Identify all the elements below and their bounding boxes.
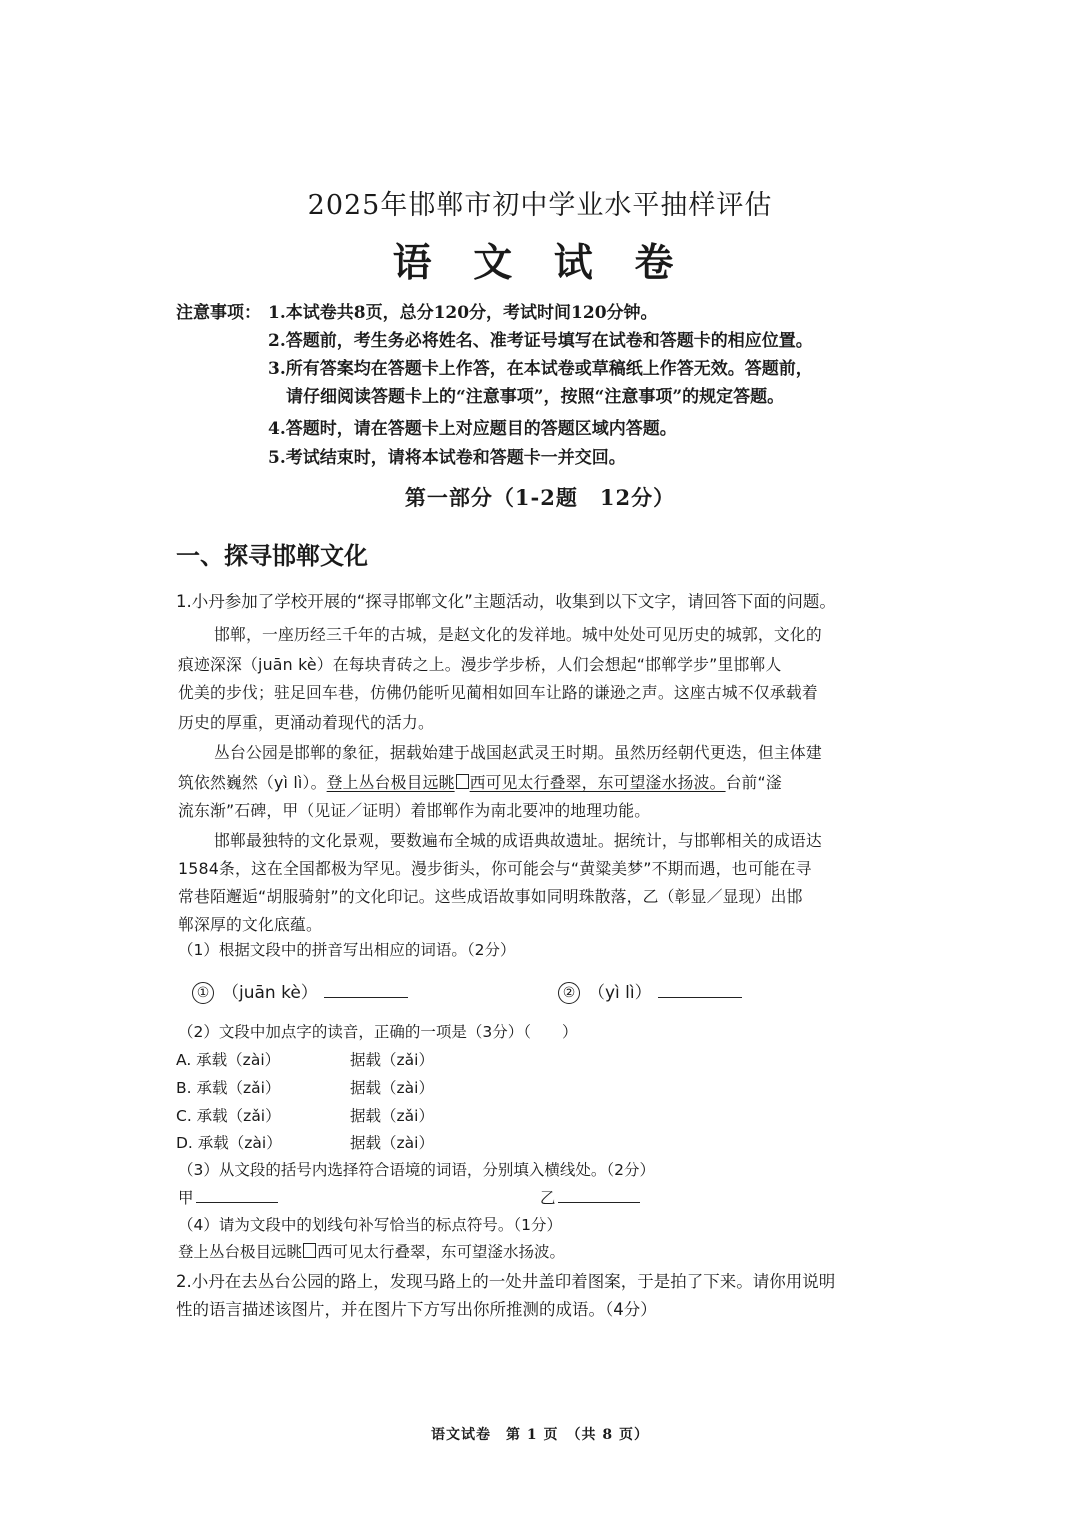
sub-question-2: （2）文段中加点字的读音，正确的一项是（3分）（ ） [178, 1023, 578, 1041]
question-1-stem: 1.小丹参加了学校开展的“探寻邯郸文化”主题活动，收集到以下文字，请回答下面的问题。 [176, 592, 836, 611]
passage-line: 丛台公园是邯郸的象征，据载始建于战国赵武灵王时期。虽然历经朝代更迭，但主体建 [214, 743, 822, 762]
answer-blank[interactable] [196, 1188, 278, 1203]
note-item: 3.所有答案均在答题卡上作答，在本试卷或草稿纸上作答无效。答题前， [268, 359, 813, 379]
note-item: 5.考试结束时，请将本试卷和答题卡一并交回。 [268, 448, 626, 468]
sub-question-3: （3）从文段的括号内选择符合语境的词语，分别填入横线处。（2分） [178, 1161, 655, 1179]
option-d-left: D. 承载（zài） [176, 1134, 282, 1152]
punctuation-box[interactable] [303, 1243, 316, 1258]
option-d-right: 据载（zài） [350, 1134, 434, 1152]
blank-yi [540, 1186, 640, 1208]
underlined-part-a: 登上丛台极目远眺 [326, 773, 455, 792]
passage-line: 历史的厚重，更涌动着现代的活力。 [178, 713, 434, 732]
passage-line: 邯郸，一座历经三千年的古城，是赵文化的发祥地。城中处处可见历史的城郭，文化的 [214, 625, 822, 644]
passage-line: 邯郸最独特的文化景观，要数遍布全城的成语典故遗址。据统计，与邯郸相关的成语达 [214, 831, 822, 850]
option-c-right: 据载（zǎi） [350, 1107, 434, 1125]
option-b-right: 据载（zài） [350, 1079, 434, 1097]
part-title: 第一部分（1-2题 12分） [404, 485, 676, 510]
subject-title: 语 文 试 卷 [392, 240, 688, 286]
pinyin-item-2 [558, 978, 742, 1004]
passage-line: 常巷陌邂逅“胡服骑射”的文化印记。这些成语故事如同明珠散落，乙（彰显／显现）出邯 [178, 887, 803, 906]
passage-line: 郸深厚的文化底蕴。 [178, 915, 322, 934]
passage-text: 筑依然巍然（yì lì）。 [178, 773, 327, 792]
passage-line-underlined [178, 770, 782, 793]
passage-line: 1584条，这在全国都极为罕见。漫步街头，你可能会与“黄粱美梦”不期而遇，也可能在寻 [178, 859, 812, 878]
option-c-left: C. 承载（zǎi） [176, 1107, 281, 1125]
note-item: 请仔细阅读答题卡上的“注意事项”，按照“注意事项”的规定答题。 [286, 387, 785, 407]
passage-text: 台前“滏 [725, 773, 782, 792]
note-item: 2.答题前，考生务必将姓名、准考证号填写在试卷和答题卡的相应位置。 [268, 331, 813, 351]
pinyin-text: （yì lì） [588, 983, 652, 1003]
label-jia: 甲 [178, 1189, 194, 1207]
circled-number: ① [192, 982, 214, 1004]
pinyin-item-1 [192, 978, 408, 1004]
underlined-sentence [327, 773, 726, 792]
sentence-to-punctuate [178, 1240, 565, 1262]
exam-title: 2025年邯郸市初中学业水平抽样评估 [307, 190, 773, 221]
underlined-part-b: 西可见太行叠翠，东可望滏水扬波。 [469, 773, 726, 792]
sub-question-1: （1）根据文段中的拼音写出相应的词语。（2分） [178, 941, 516, 959]
sub-question-4: （4）请为文段中的划线句补写恰当的标点符号。（1分） [178, 1216, 562, 1234]
option-a-right: 据载（zǎi） [350, 1051, 434, 1069]
answer-blank[interactable] [558, 1188, 640, 1203]
pinyin-text: （juān kè） [222, 983, 318, 1003]
notes-label: 注意事项： [176, 303, 261, 323]
option-a-left: A. 承载（zài） [176, 1051, 281, 1069]
circled-number: ② [558, 982, 580, 1004]
blank-box [456, 774, 469, 789]
question-2-line: 2.小丹在去丛台公园的路上，发现马路上的一处井盖印着图案，于是拍了下来。请你用说明 [176, 1272, 836, 1291]
blank-jia [178, 1186, 278, 1208]
answer-blank[interactable] [324, 983, 408, 998]
note-item: 4.答题时，请在答题卡上对应题目的答题区域内答题。 [268, 419, 677, 439]
passage-line: 优美的步伐；驻足回车巷，仿佛仍能听见蔺相如回车让路的谦逊之声。这座古城不仅承载着 [178, 683, 818, 702]
page-footer: 语文试卷 第 1 页 （共 8 页） [431, 1427, 649, 1443]
question-2-line: 性的语言描述该图片，并在图片下方写出你所推测的成语。（4分） [176, 1300, 657, 1319]
answer-blank[interactable] [658, 983, 742, 998]
sentence-part-b: 西可见太行叠翠，东可望滏水扬波。 [317, 1243, 566, 1261]
section-title: 一、探寻邯郸文化 [176, 542, 368, 570]
note-item: 1.本试卷共8页，总分120分，考试时间120分钟。 [268, 303, 658, 323]
sentence-part-a: 登上丛台极目远眺 [178, 1243, 303, 1261]
label-yi: 乙 [540, 1189, 556, 1207]
passage-line: 流东渐”石碑，甲（见证／证明）着邯郸作为南北要冲的地理功能。 [178, 801, 651, 820]
option-b-left: B. 承载（zǎi） [176, 1079, 281, 1097]
passage-line: 痕迹深深（juān kè）在每块青砖之上。漫步学步桥，人们会想起“邯郸学步”里邯郸人 [178, 655, 782, 674]
